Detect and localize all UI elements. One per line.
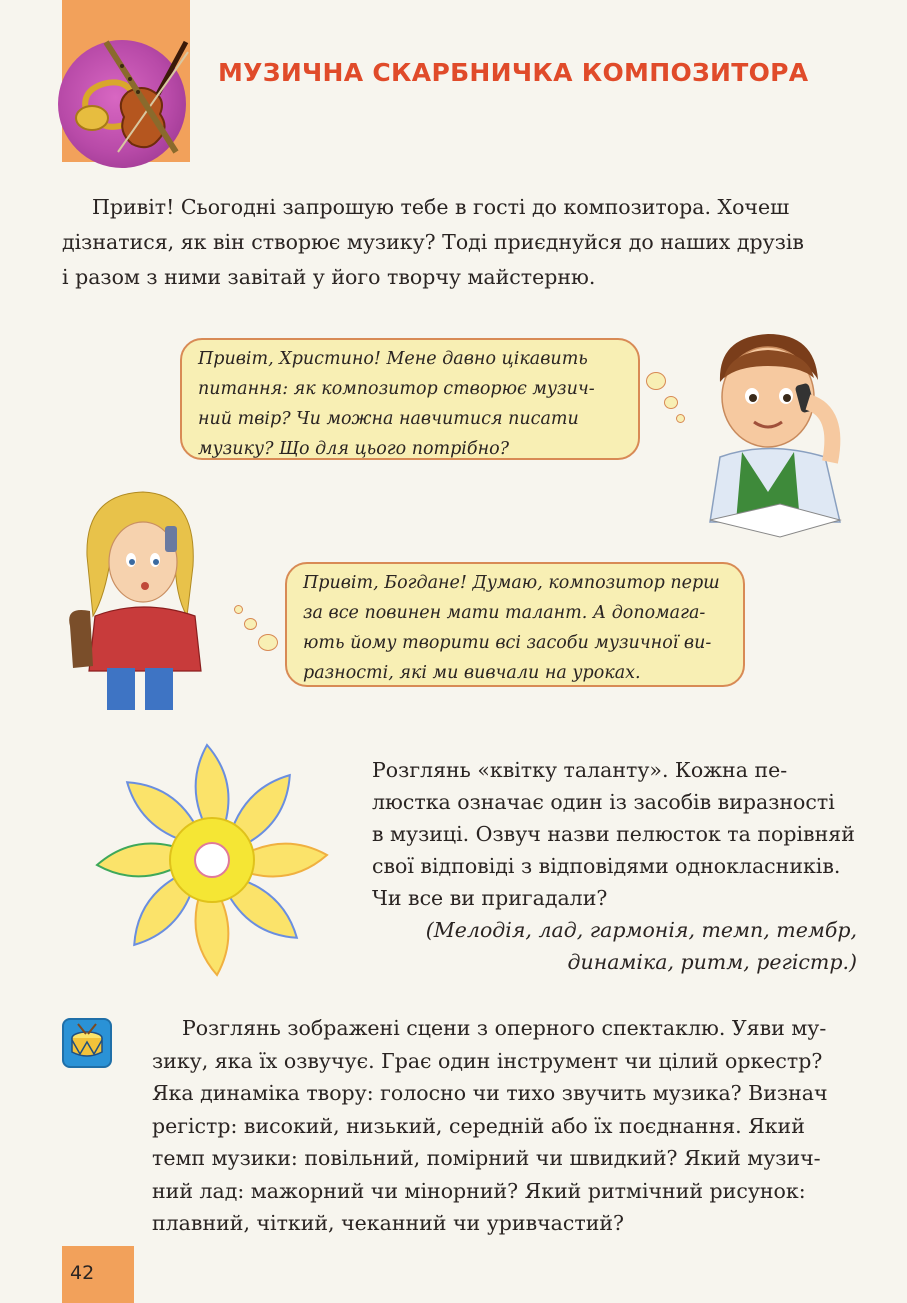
girl-speech-bubble: Привіт, Богдане! Думаю, композитор перш за все повинен мати талант. А допомага- ють йому творити всі засоби музичної ви- разності, які ми вивчали на уроках. xyxy=(285,562,745,687)
intro-paragraph: Привіт! Сьогодні запрошую тебе в гості до композитора. Хочеш дізнатися, як він створює музику? Тоді приєднуйся до наших друзів і разом з ними завітай у його творчу майстерню. xyxy=(62,195,804,289)
bubble-tail-dot xyxy=(646,372,666,390)
bubble-tail-dot xyxy=(234,605,243,614)
music-instruments-icon xyxy=(58,22,198,172)
boy-speech-bubble: Привіт, Христино! Мене давно цікавить питання: як композитор створює музич- ний твір? Чи можна навчитися писати музику? Що для цього потрібно? xyxy=(180,338,640,460)
page-number: 42 xyxy=(70,1262,95,1284)
talent-flower-illustration xyxy=(85,735,345,985)
bubble-tail-dot xyxy=(258,634,278,651)
flower-task-answer: (Мелодія, лад, гармонія, темп, тембр, динаміка, ритм, регістр.) xyxy=(425,918,857,974)
opera-task-text: Розглянь зображені сцени з оперного спектаклю. Уяви му- зику, яка їх озвучує. Грає один інструмент чи цілий оркестр? Яка динаміка твору: голосно чи тихо звучить музика? Визнач регістр: високий, низький, середній або їх поєднання. Який темп музики: повільний, помірний чи швидкий? Який музич- ний лад: мажорний чи мінорний? Який ритмічний рисунок: плавний, чіткий, чеканний чи уривчастий? xyxy=(152,1016,828,1235)
flower-task-text: Розглянь «квітку таланту». Кожна пе- люстка означає один із засобів виразності в музиці. Озвуч назви пелюсток та порівняй свої відповіді з відповідями однокласників. Чи все ви пригадали? xyxy=(372,758,855,910)
bubble-tail-dot xyxy=(676,414,685,423)
bubble-tail-dot xyxy=(244,618,257,630)
girl-illustration xyxy=(65,486,215,711)
boy-illustration xyxy=(690,322,865,547)
bubble-tail-dot xyxy=(664,396,678,409)
page-title: МУЗИЧНА СКАРБНИЧКА КОМПОЗИТОРА xyxy=(218,58,809,87)
drum-icon xyxy=(62,1018,112,1068)
